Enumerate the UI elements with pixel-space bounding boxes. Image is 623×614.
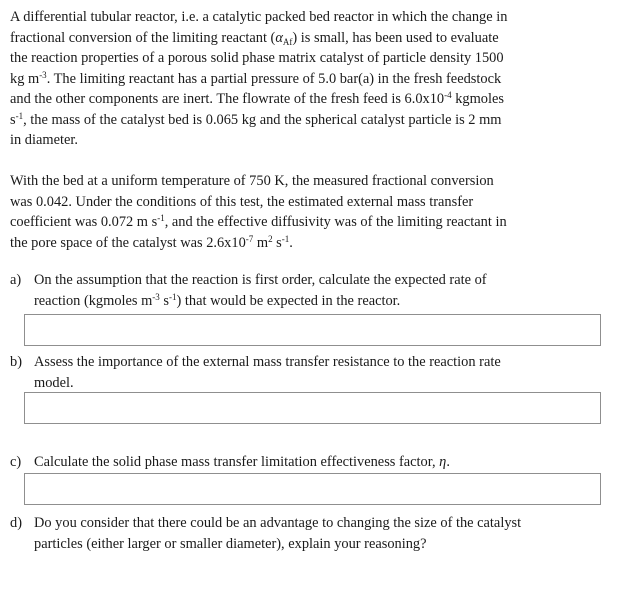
intro-paragraph bbox=[10, 7, 570, 151]
conditions-line-3: coefficient was 0.072 m $s^{-1}$, and the effective diffusivity was of the limiting reactant in bbox=[10, 213, 507, 230]
conditions-line-1: With the bed at a uniform temperature of 750 K, the measured fractional conversion bbox=[10, 173, 494, 189]
intro-line-6: $s^{-1}$, the mass of the catalyst bed is 0.065 kg and the spherical catalyst particle is 2 mm bbox=[10, 110, 502, 128]
intro-line-3: the reaction properties of a porous solid phase matrix catalyst of particle density 1500 bbox=[10, 50, 504, 66]
question-b-letter: b) bbox=[10, 354, 22, 370]
question-a-line-1: On the assumption that the reaction is first order, calculate the expected rate of bbox=[34, 272, 487, 288]
intro-line-4: kg $m^{-3}$. The limiting reactant has a partial pressure of 5.0 bar(a) in the fresh feedstock bbox=[10, 69, 502, 87]
question-b-line-1: Assess the importance of the external mass transfer resistance to the reaction rate bbox=[34, 354, 501, 370]
intro-line-2: fractional conversion of the limiting reactant $(\alpha_{Af})$ is small, has been used to evaluate bbox=[10, 29, 499, 47]
question-d-line-2: particles (either larger or smaller diameter), explain your reasoning? bbox=[34, 535, 427, 552]
eta-symbol: η bbox=[439, 454, 447, 470]
question-a-letter: a) bbox=[10, 272, 22, 288]
intro-line-7: in diameter. bbox=[10, 132, 78, 148]
conditions-line-2: was 0.042. Under the conditions of this test, the estimated external mass transfer bbox=[10, 193, 474, 210]
conditions-paragraph bbox=[10, 171, 570, 253]
question-a-line-2: reaction (kgmoles $m^{-3}$ $s^{-1}$) that would be expected in the reactor. bbox=[34, 291, 401, 309]
question-d-letter: d) bbox=[10, 515, 22, 531]
answer-box-b[interactable] bbox=[24, 392, 601, 424]
answer-box-a[interactable] bbox=[24, 314, 601, 346]
question-c-letter: c) bbox=[10, 454, 22, 470]
intro-line-1: A differential tubular reactor, i.e. a catalytic packed bed reactor in which the change in bbox=[10, 9, 508, 25]
intro-line-5: and the other components are inert. The flowrate of the fresh feed is $6.0x10^{-4}$ kgmoles bbox=[10, 90, 504, 107]
question-c-line-1: Calculate the solid phase mass transfer limitation effectiveness factor, η. bbox=[34, 454, 450, 470]
question-d-line-1: Do you consider that there could be an advantage to changing the size of the catalyst bbox=[34, 515, 522, 531]
question-b-line-2: model. bbox=[34, 374, 74, 391]
alpha-symbol: α bbox=[275, 29, 283, 46]
conditions-line-4: the pore space of the catalyst was $2.6x10^{-7}$ $m^2$ $s^{-1}$. bbox=[10, 233, 293, 251]
answer-box-c[interactable] bbox=[24, 473, 601, 505]
